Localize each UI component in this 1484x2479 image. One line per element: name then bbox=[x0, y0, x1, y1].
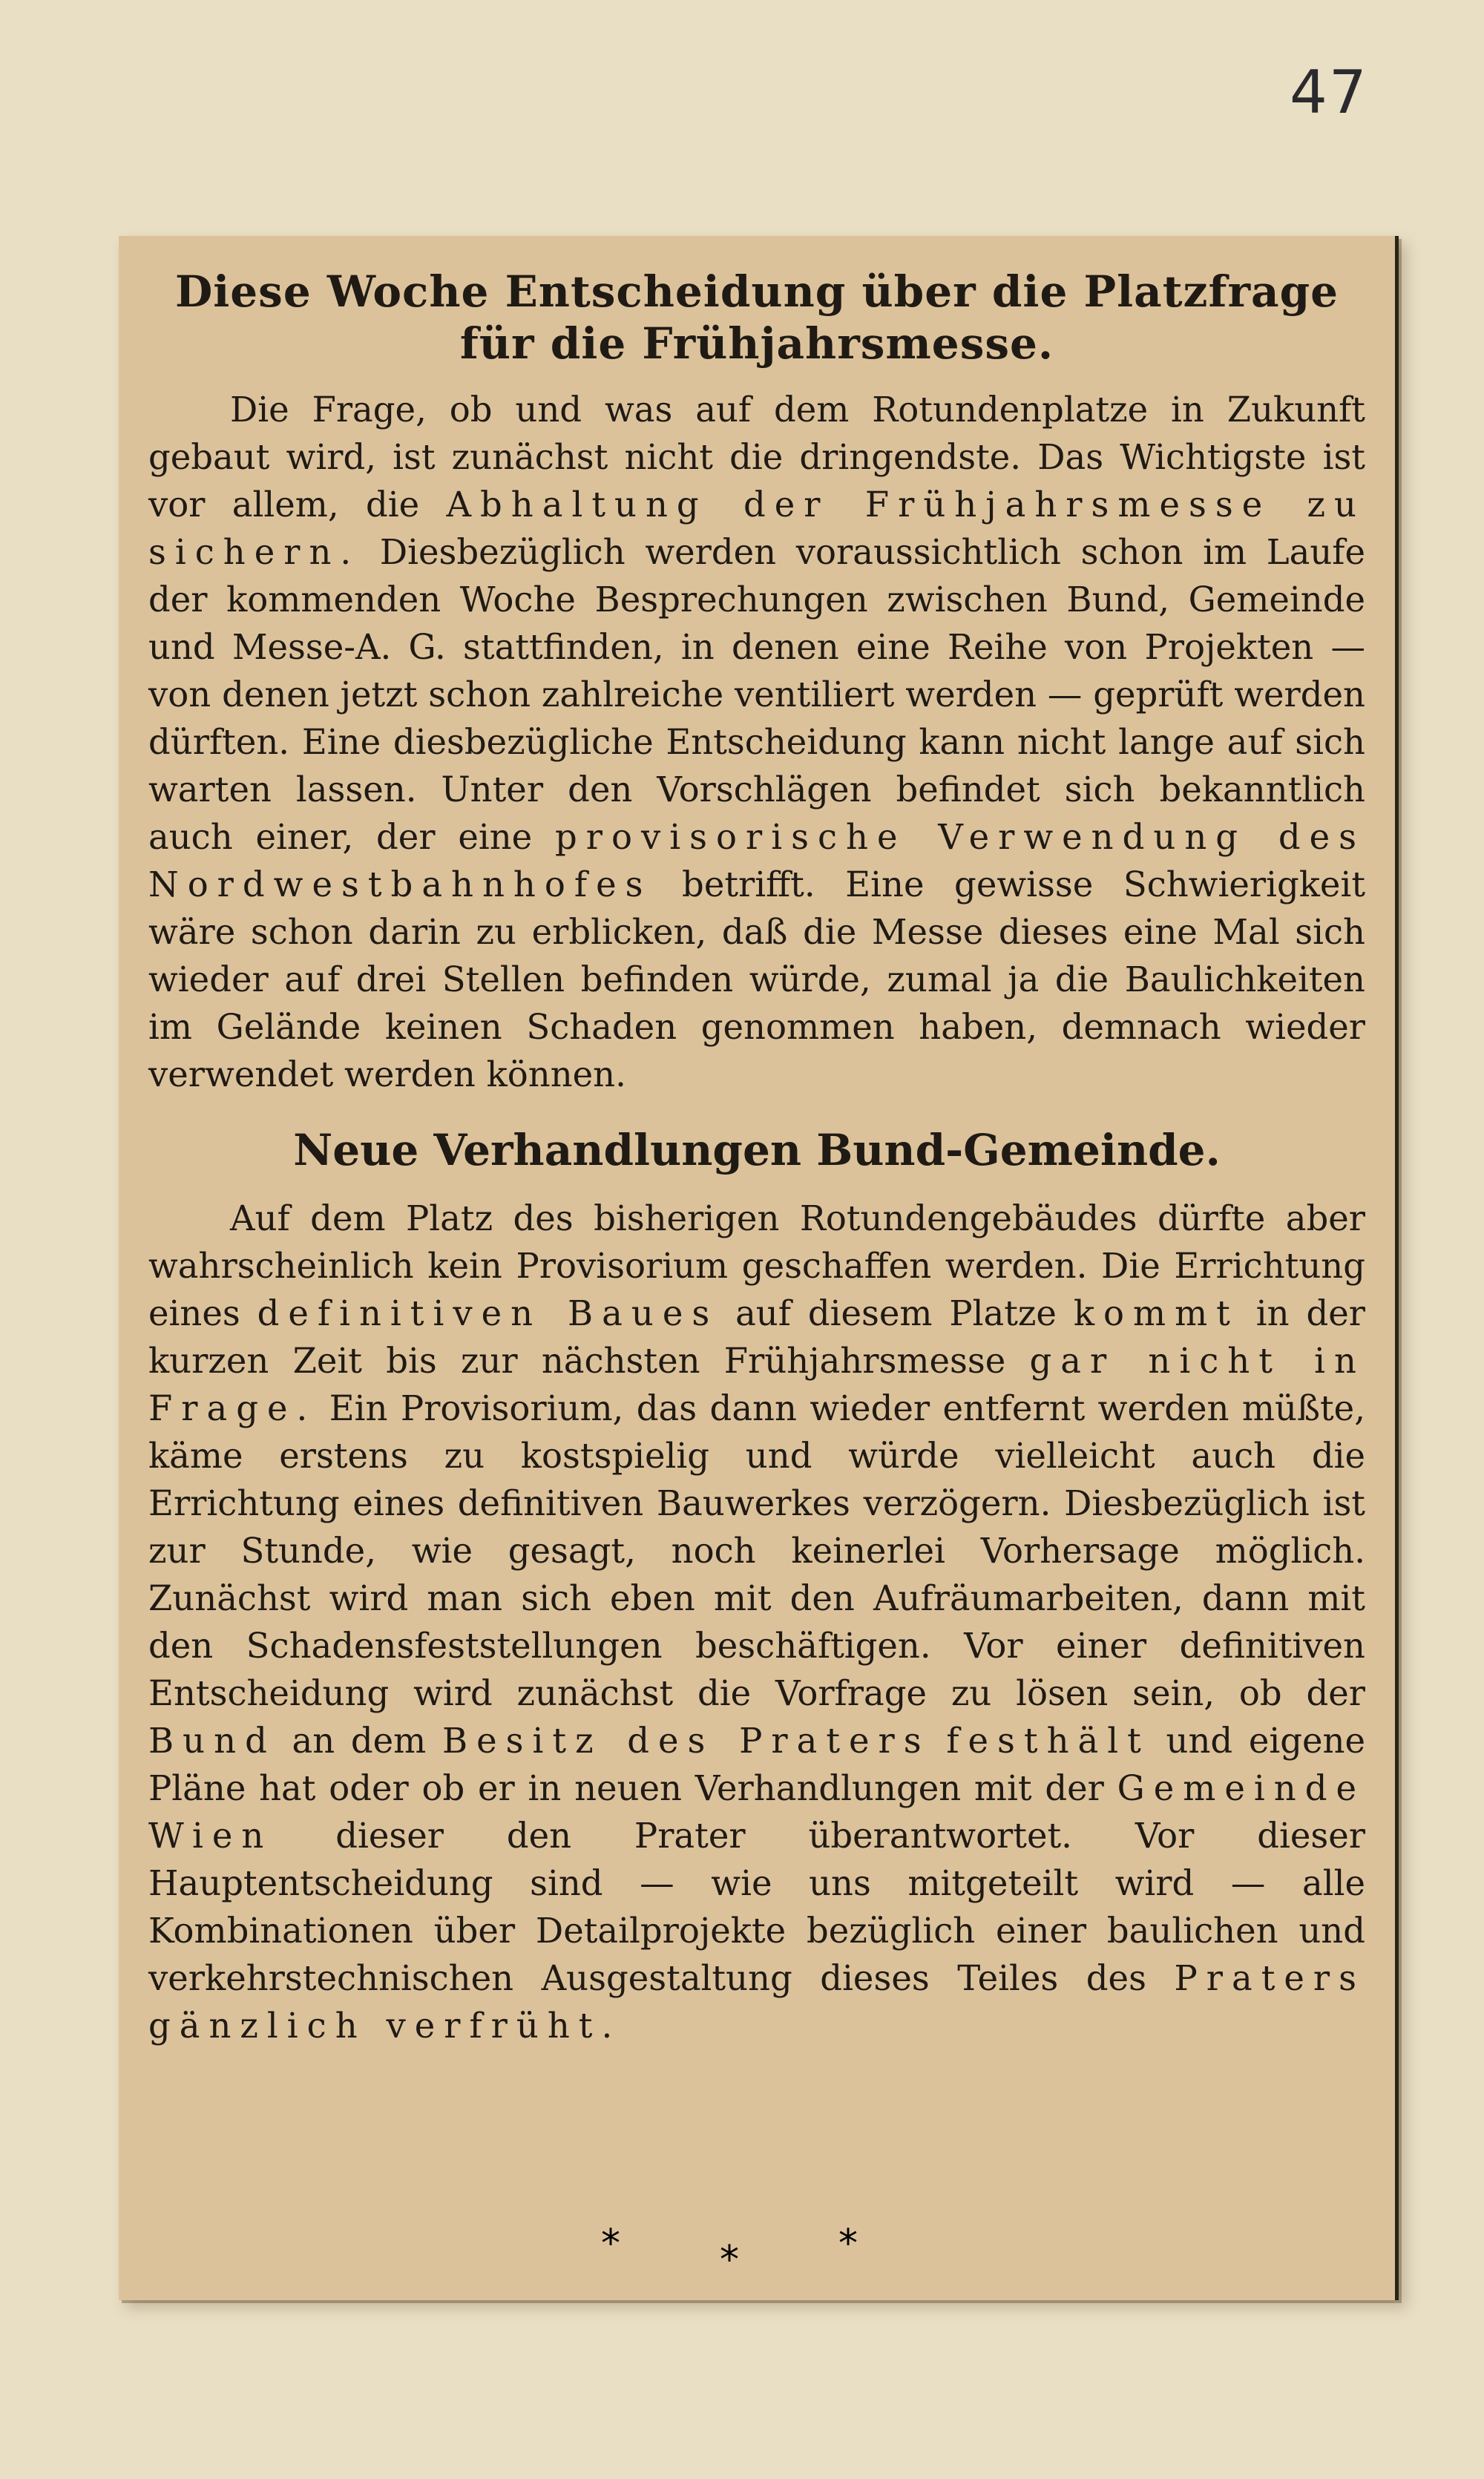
text-run: Auf dem Platz des bisherigen Rotundengebäudes dürfte aber wahrscheinlich kein Provisorium geschaffen werden. Die Errichtung eines bbox=[148, 1198, 1365, 1333]
text-run: auf diesem Platze bbox=[718, 1293, 1074, 1333]
emphasized-text: definitiven Baues bbox=[257, 1293, 719, 1333]
page-number: 47 bbox=[1290, 58, 1368, 127]
headline: Diese Woche Entscheidung über die Platzfrage für die Frühjahrsmesse. bbox=[174, 266, 1339, 369]
paragraph-2 bbox=[148, 1195, 1365, 2049]
emphasized-text: Praters gänzlich verfrüht. bbox=[148, 1958, 1365, 2046]
emphasized-text: provisorische Verwendung des Nordwestbahnhofes bbox=[148, 817, 1365, 904]
section-divider bbox=[119, 2224, 1395, 2284]
emphasized-text: gar nicht in Frage. bbox=[148, 1341, 1365, 1428]
text-run: dieser den Prater überantwortet. Vor dieser Hauptentscheidung sind — wie uns mitgeteilt wird — alle Kombinationen über Detailprojekte bezüglich einer baulichen und verkehrstechnischen Ausgestaltung dieses Teiles des bbox=[148, 1816, 1365, 1998]
asterisk: * bbox=[838, 2222, 858, 2266]
emphasized-text: Abhaltung der Frühjahrsmesse zu sichern. bbox=[148, 485, 1366, 572]
text-run: Diesbezüglich werden voraussichtlich schon im Laufe der kommenden Woche Besprechungen zwischen Bund, Gemeinde und Messe-A. G. stattfinden, in denen eine Reihe von Projekten — von denen jetzt schon zahlreiche ventiliert werden — geprüft werden dürften. Eine diesbezügliche Entscheidung kann nicht lange auf sich warten lassen. Unter den Vorschlägen befindet sich bekanntlich auch einer, der eine bbox=[148, 532, 1365, 857]
asterisk: * bbox=[601, 2222, 620, 2266]
emphasized-text: festhält bbox=[946, 1721, 1150, 1761]
emphasized-text: Gemeinde Wien bbox=[148, 1768, 1365, 1856]
text-run bbox=[930, 1721, 947, 1761]
newspaper-clipping bbox=[119, 236, 1399, 2300]
emphasized-text: kommt bbox=[1073, 1293, 1239, 1333]
text-run: an dem bbox=[275, 1721, 442, 1761]
emphasized-text: Bund bbox=[148, 1721, 276, 1761]
article bbox=[119, 236, 1395, 2300]
asterisk: * bbox=[720, 2238, 739, 2282]
paragraph-1 bbox=[148, 386, 1365, 1098]
emphasized-text: Besitz des Praters bbox=[441, 1721, 930, 1761]
subheading: Neue Verhandlungen Bund-Gemeinde. bbox=[293, 1125, 1221, 1175]
text-run: in der kurzen Zeit bis zur nächsten Frühjahrsmesse bbox=[148, 1293, 1365, 1381]
text-run: Die Frage, ob und was auf dem Rotundenplatze in Zukunft gebaut wird, ist zunächst nicht die dringendste. Das Wichtigste ist vor allem, die bbox=[148, 390, 1365, 525]
text-run: und eigene Pläne hat oder ob er in neuen Verhandlungen mit der bbox=[148, 1721, 1365, 1808]
text-run: Ein Provisorium, das dann wieder entfernt werden müßte, käme erstens zu kostspielig und würde vielleicht auch die Errichtung eines definitiven Bauwerkes verzögern. Diesbezüglich ist zur Stunde, wie gesagt, noch keinerlei Vorhersage möglich. Zunächst wird man sich eben mit den Aufräumarbeiten, dann mit den Schadensfeststellungen beschäftigen. Vor einer definitiven Entscheidung wird zunächst die Vorfrage zu lösen sein, ob der bbox=[148, 1388, 1365, 1713]
text-run: betrifft. Eine gewisse Schwierigkeit wäre schon darin zu erblicken, daß die Messe dieses eine Mal sich wieder auf drei Stellen befinden würde, zumal ja die Baulichkeiten im Gelände keinen Schaden genommen haben, demnach wieder verwendet werden können. bbox=[148, 864, 1365, 1094]
